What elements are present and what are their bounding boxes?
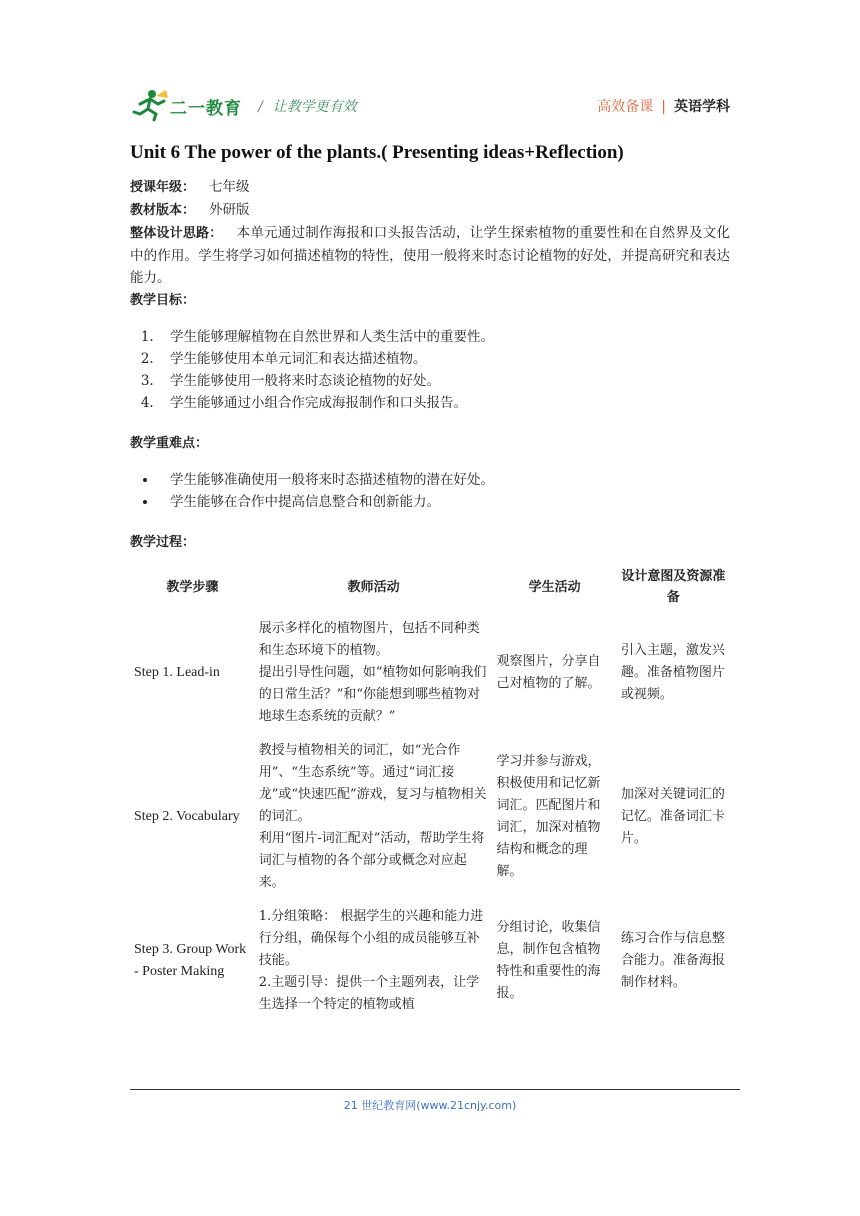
header-divider: | — [661, 99, 666, 115]
key-points-list — [130, 469, 730, 513]
table-row — [130, 900, 730, 1022]
table-header-row — [130, 562, 730, 612]
grade-label: 授课年级： — [130, 180, 196, 195]
teacher-cell — [255, 734, 493, 900]
step-cell: Step 3. Group Work - Poster Making — [134, 942, 247, 979]
subject-label: 英语学科 — [674, 99, 730, 115]
student-cell: 学习并参与游戏，积极使用和记忆新词汇。匹配图片和词汇，加深对植物结构和概念的理解。 — [496, 754, 601, 879]
header-accent-text: 高效备课 — [597, 99, 654, 115]
teacher-text: 展示多样化的植物图片，包括不同种类和生态环境下的植物。 — [258, 621, 480, 658]
slogan — [258, 96, 357, 116]
list-item: 2. 学生能够使用本单元词汇和表达描述植物。 — [158, 348, 730, 370]
design-paragraph — [130, 222, 730, 289]
header-subject — [597, 96, 730, 116]
purpose-cell: 练习合作与信息整合能力。准备海报制作材料。 — [620, 931, 725, 990]
step-cell: Step 1. Lead-in — [134, 665, 220, 680]
table-row — [130, 612, 730, 734]
grade-line — [130, 176, 730, 199]
teacher-text: 提出引导性问题，如“植物如何影响我们的日常生活？”和“你能想到哪些植物对地球生态系统的贡献？” — [258, 665, 487, 724]
column-header: 设计意图及资源准备 — [621, 569, 726, 605]
edition-label: 教材版本： — [130, 203, 196, 218]
table-row — [130, 734, 730, 900]
student-cell: 分组讨论，收集信息，制作包含植物特性和重要性的海报。 — [496, 920, 601, 1001]
key-points-label: 教学重难点： — [130, 436, 209, 451]
list-item: • 学生能够准确使用一般将来时态描述植物的潜在好处。 — [158, 469, 730, 491]
purpose-cell: 加深对关键词汇的记忆。准备词汇卡片。 — [620, 787, 725, 846]
design-label: 整体设计思路： — [130, 226, 223, 241]
document-body — [130, 142, 730, 1022]
teacher-text: 利用“图片-词汇配对”活动，帮助学生将词汇与植物的各个部分或概念对应起来。 — [258, 831, 485, 890]
purpose-cell: 引入主题，激发兴趣。准备植物图片或视频。 — [620, 643, 725, 702]
list-item: 4. 学生能够通过小组合作完成海报制作和口头报告。 — [158, 392, 730, 414]
list-item: 1. 学生能够理解植物在自然世界和人类生活中的重要性。 — [158, 326, 730, 348]
key-points-heading — [130, 432, 730, 455]
column-header: 教学步骤 — [166, 579, 219, 595]
edition-line — [130, 199, 730, 222]
column-header: 学生活动 — [528, 579, 581, 595]
teacher-text: 教授与植物相关的词汇，如“光合作用”、“生态系统”等。通过“词汇接龙”或“快速匹配”游戏，复习与植物相关的词汇。 — [258, 743, 487, 824]
process-table — [130, 562, 730, 1022]
objectives-label: 教学目标： — [130, 293, 196, 308]
teacher-text: 1.分组策略： 根据学生的兴趣和能力进行分组，确保每个小组的成员能够互补技能。 — [258, 909, 484, 968]
list-item: 3. 学生能够使用一般将来时态谈论植物的好处。 — [158, 370, 730, 392]
teacher-cell — [255, 900, 493, 1022]
slogan-text: 让教学更有效 — [272, 99, 357, 115]
footer-link[interactable]: 21 世纪教育网(www.21cnjy.com) — [343, 1099, 517, 1112]
teacher-cell — [255, 612, 493, 734]
document-title: Unit 6 The power of the plants.( Presenting ideas+Reflection) — [130, 142, 624, 163]
logo-text: 二一教育 — [170, 99, 242, 119]
step-cell: Step 2. Vocabulary — [134, 809, 240, 824]
list-item: • 学生能够在合作中提高信息整合和创新能力。 — [158, 491, 730, 513]
grade-value: 七年级 — [209, 179, 250, 195]
design-text: 本单元通过制作海报和口头报告活动，让学生探索植物的重要性和在自然界及文化中的作用。学生将学习如何描述植物的特性，使用一般将来时态讨论植物的好处，并提高研究和表达能力。 — [130, 225, 730, 286]
process-heading — [130, 531, 730, 554]
student-cell: 观察图片，分享自己对植物的了解。 — [496, 654, 601, 691]
process-label: 教学过程： — [130, 535, 196, 550]
slogan-divider: / — [258, 99, 263, 115]
logo — [130, 88, 260, 122]
objectives-list — [130, 326, 730, 414]
runner-logo-icon — [130, 88, 170, 122]
teacher-text: 2.主题引导：提供一个主题列表，让学生选择一个特定的植物或植 — [258, 975, 480, 1012]
objectives-heading — [130, 289, 730, 312]
page-header — [130, 88, 730, 124]
column-header: 教师活动 — [347, 579, 400, 595]
footer-divider — [130, 1089, 740, 1090]
edition-value: 外研版 — [209, 202, 250, 218]
